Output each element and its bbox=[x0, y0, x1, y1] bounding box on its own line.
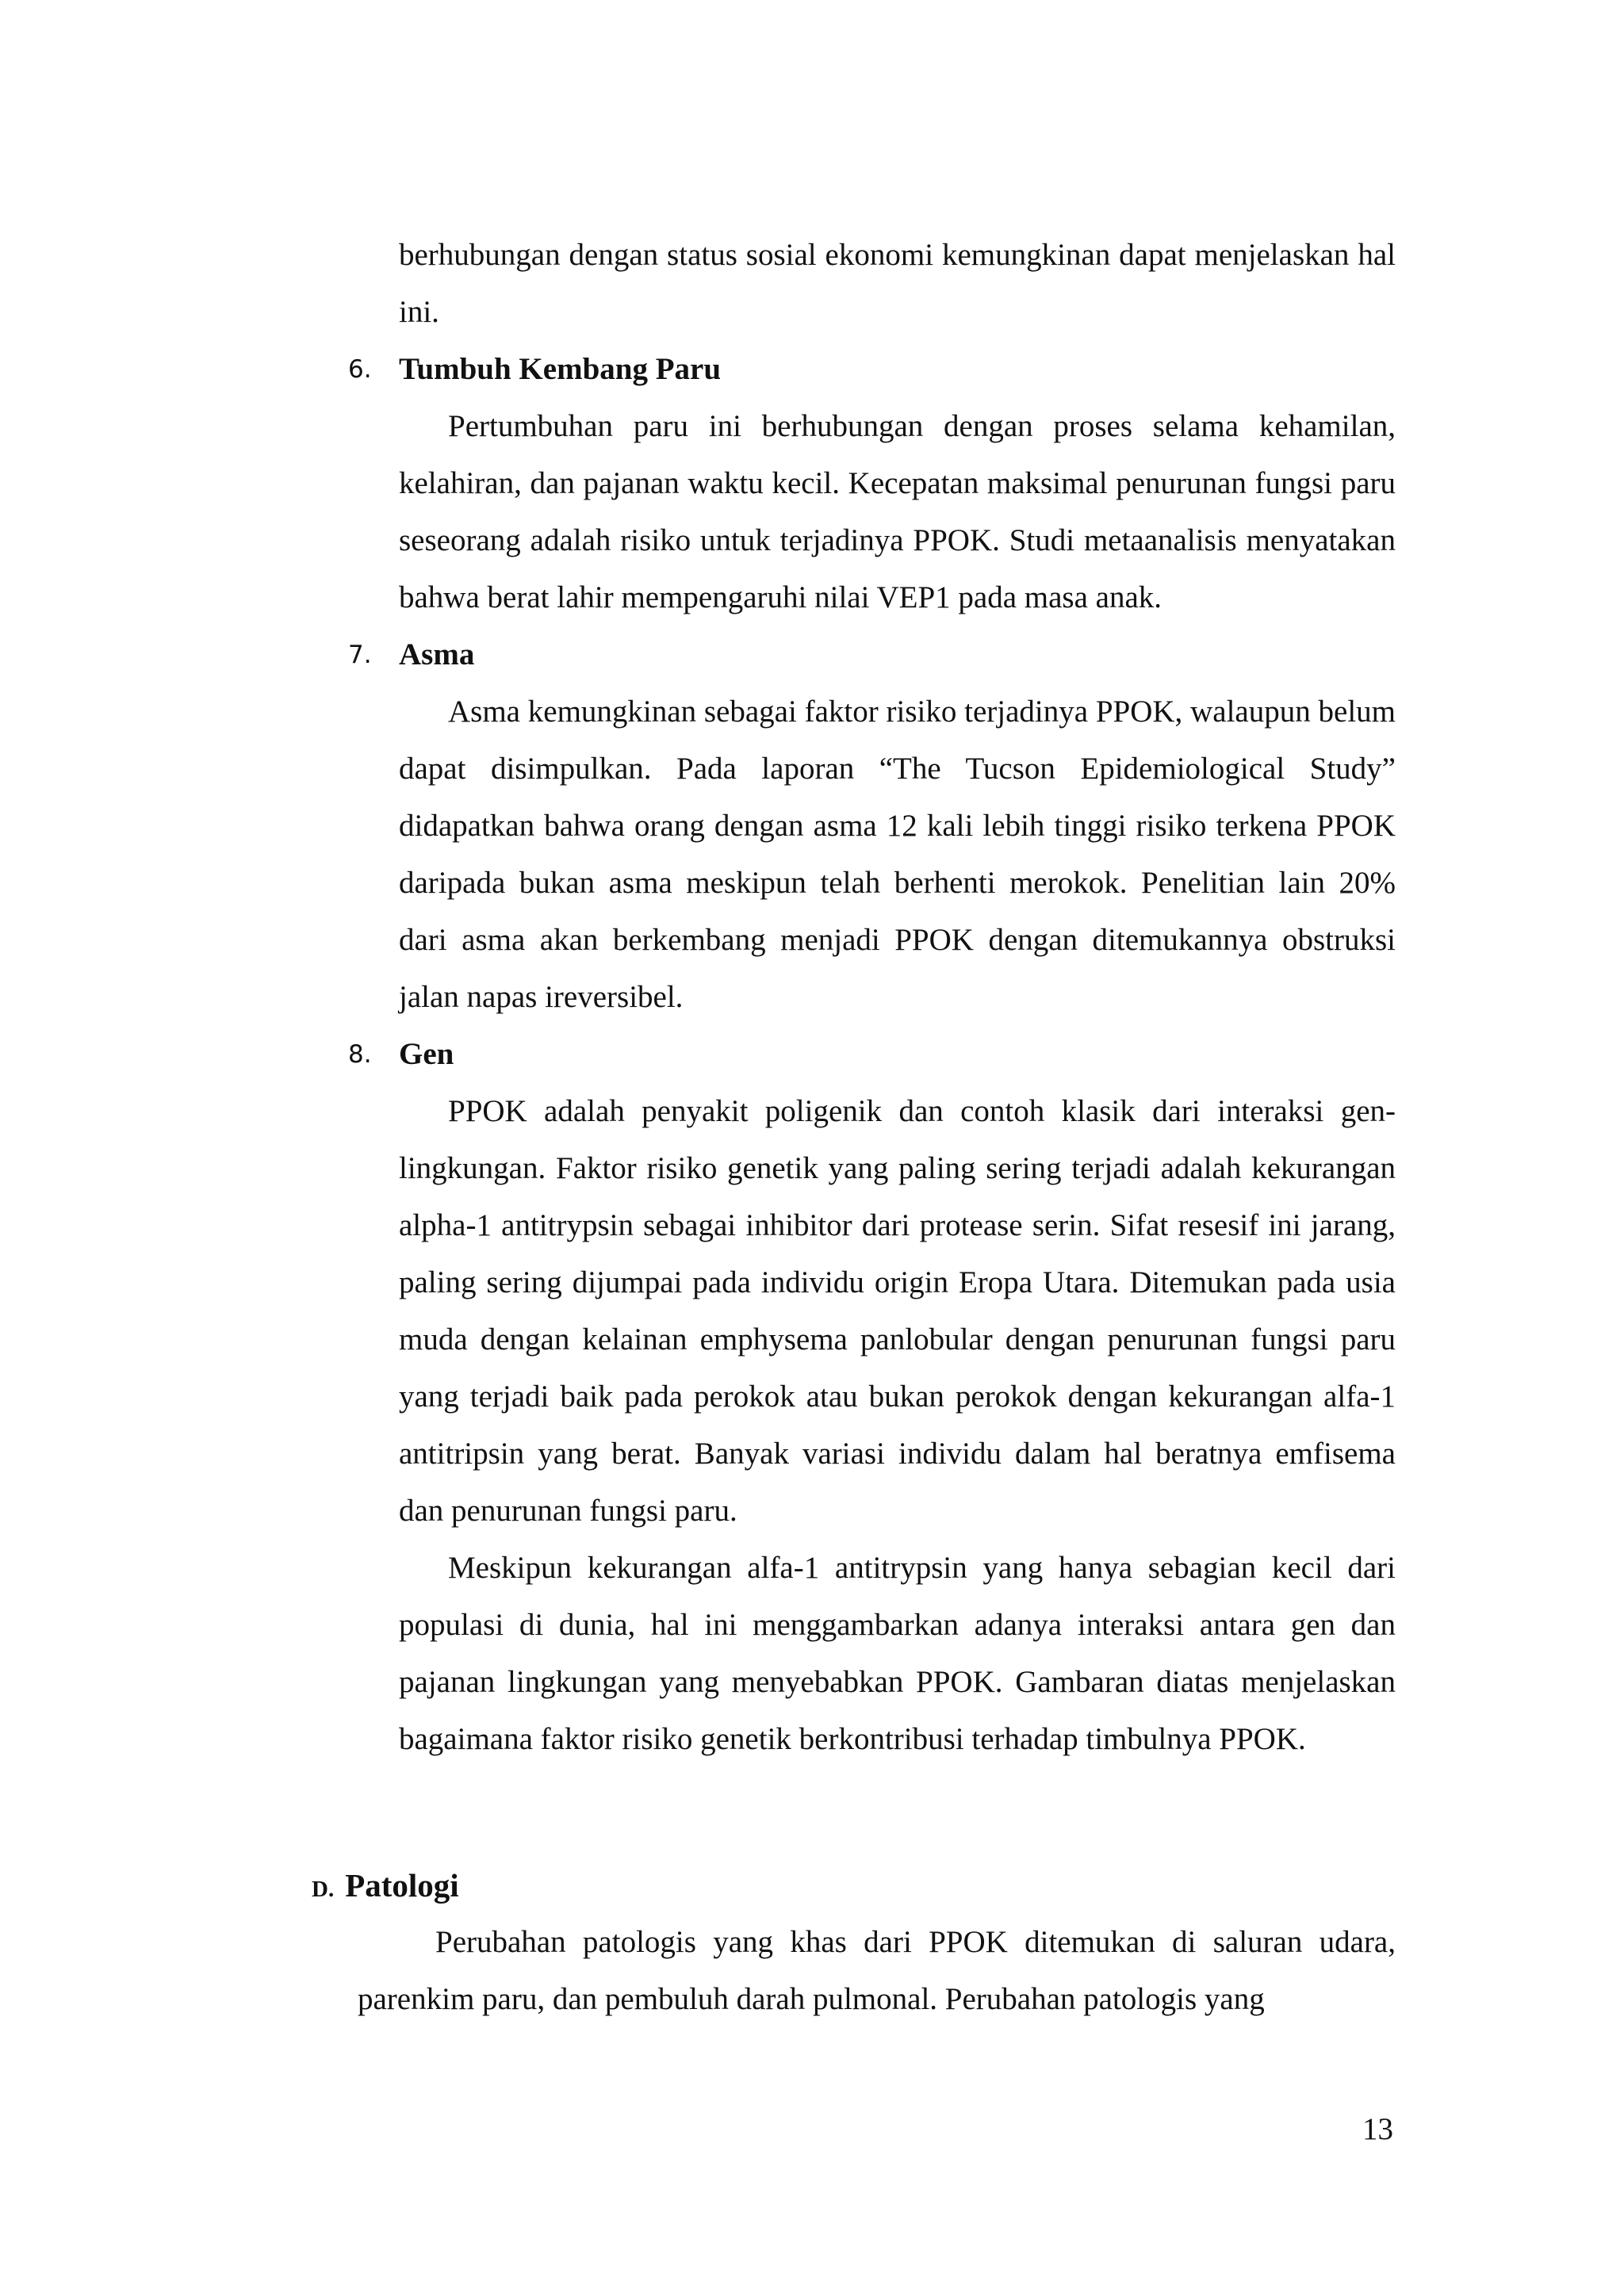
list-item-heading bbox=[348, 1026, 1396, 1083]
list-item-paragraph: Pertumbuhan paru ini berhubungan dengan proses selama kehamilan, kelahiran, dan pajanan waktu kecil. Kecepatan maksimal penurunan fungsi paru seseorang adalah risiko untuk terjadinya PPOK. Studi metaanalisis menyatakan bahwa berat lahir mempengaruhi nilai VEP1 pada masa anak. bbox=[399, 409, 1396, 614]
main-content bbox=[348, 227, 1396, 1768]
section-body bbox=[358, 1914, 1396, 2028]
section-paragraph: Perubahan patologis yang khas dari PPOK ditemukan di saluran udara, parenkim paru, dan pembuluh darah pulmonal. Perubahan patologis yang bbox=[358, 1925, 1396, 2016]
list-item-asma bbox=[348, 626, 1396, 1026]
list-item-paragraph: Meskipun kekurangan alfa-1 antitrypsin yang hanya sebagian kecil dari populasi di dunia, hal ini menggambarkan adanya interaksi antara gen dan pajanan lingkungan yang menyebabkan PPOK. Gambaran diatas menjelaskan bagaimana faktor risiko genetik berkontribusi terhadap timbulnya PPOK. bbox=[399, 1551, 1396, 1756]
page-number: 13 bbox=[1362, 2112, 1393, 2146]
section-letter: D. bbox=[312, 1877, 335, 1902]
list-item-number: 7. bbox=[348, 641, 372, 669]
list-item-title: Gen bbox=[399, 1037, 454, 1071]
section-title: Patologi bbox=[345, 1867, 459, 1904]
list-item-paragraph: PPOK adalah penyakit poligenik dan contoh klasik dari interaksi gen-lingkungan. Faktor risiko genetik yang paling sering terjadi adalah kekurangan alpha-1 antitrypsin sebagai inhibitor dari protease serin. Sifat resesif ini jarang, paling sering dijumpai pada individu origin Eropa Utara. Ditemukan pada usia muda dengan kelainan emphysema panlobular dengan penurunan fungsi paru yang terjadi baik pada perokok atau bukan perokok dengan kekurangan alfa-1 antitripsin yang berat. Banyak variasi individu dalam hal beratnya emfisema dan penurunan fungsi paru. bbox=[399, 1094, 1396, 1528]
list-item-paragraph: Asma kemungkinan sebagai faktor risiko terjadinya PPOK, walaupun belum dapat disimpulkan. Pada laporan “The Tucson Epidemiological Study” didapatkan bahwa orang dengan asma 12 kali lebih tinggi risiko terkena PPOK daripada bukan asma meskipun telah berhenti merokok. Penelitian lain 20% dari asma akan berkembang menjadi PPOK dengan ditemukannya obstruksi jalan napas ireversibel. bbox=[399, 695, 1396, 1014]
continuation-paragraph: berhubungan dengan status sosial ekonomi kemungkinan dapat menjelaskan hal ini. bbox=[399, 238, 1396, 329]
list-item-number: 6. bbox=[348, 355, 372, 384]
list-item-gen bbox=[348, 1026, 1396, 1768]
list-item-title: Asma bbox=[399, 637, 475, 672]
list-item-title: Tumbuh Kembang Paru bbox=[399, 352, 722, 386]
list-item-heading bbox=[348, 626, 1396, 683]
list-item-number: 8. bbox=[348, 1040, 372, 1069]
list-item-heading bbox=[348, 341, 1396, 398]
section-heading bbox=[312, 1857, 459, 1918]
list-item-tumbuh-kembang-paru bbox=[348, 341, 1396, 626]
